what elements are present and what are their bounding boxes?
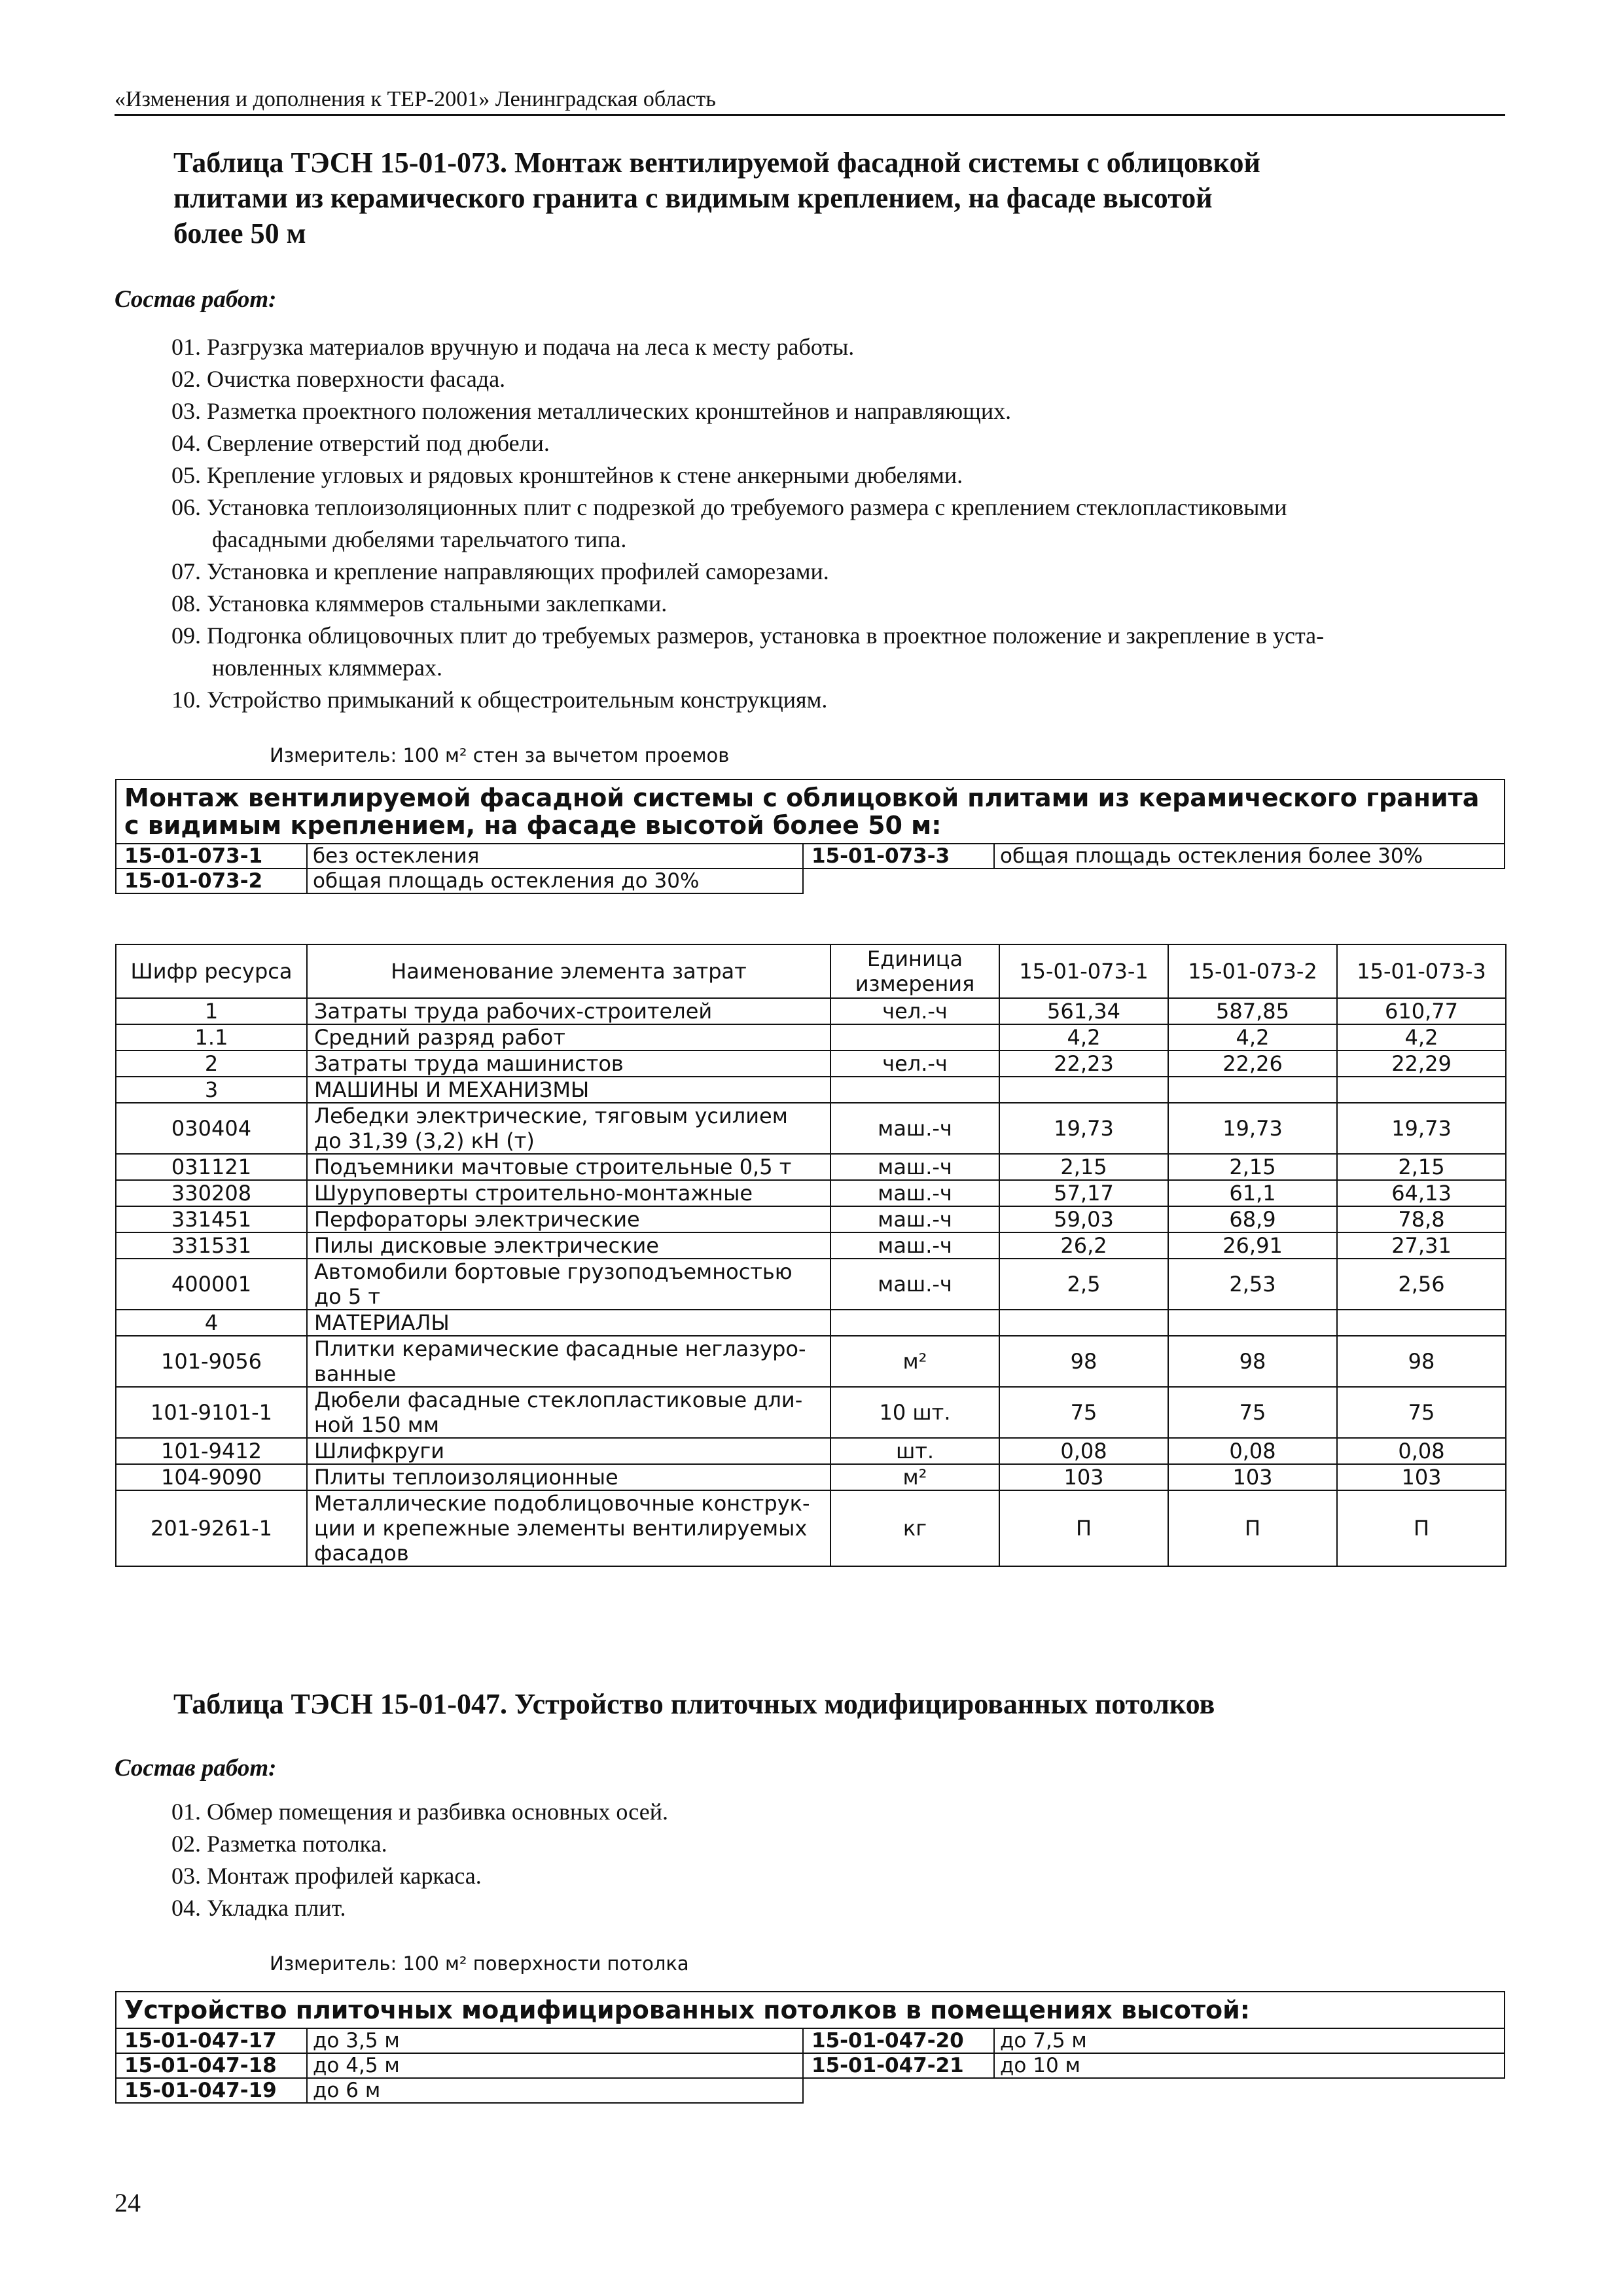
work-step: 03. Монтаж профилей каркаса. — [171, 1863, 482, 1889]
col-header: 15-01-073-2 — [1168, 944, 1337, 998]
work-step: 02. Разметка потолка. — [171, 1831, 387, 1857]
table-row: 2 Затраты труда машинистов чел.-ч 22,23 22,26 22,29 — [116, 1050, 1506, 1077]
table-row: 400001 Автомобили бортовые грузоподъемностью до 5 т маш.-ч 2,5 2,53 2,56 — [116, 1259, 1506, 1310]
variant-desc: до 4,5 м — [307, 2053, 803, 2078]
variant-code: 15-01-073-3 — [803, 844, 994, 869]
table-row: 331451 Перфораторы электрические маш.-ч 59,03 68,9 78,8 — [116, 1206, 1506, 1232]
col-header: Единица измерения — [830, 944, 999, 998]
resources-table — [115, 944, 1507, 1567]
variants-table — [115, 1991, 1505, 2104]
variant-desc: без остекления — [307, 844, 803, 869]
variant-code: 15-01-047-19 — [116, 2078, 307, 2103]
work-step: 01. Разгрузка материалов вручную и подача на леса к месту работы. — [171, 334, 855, 360]
variant-code: 15-01-047-20 — [803, 2028, 994, 2053]
col-header: Шифр ресурса — [116, 944, 307, 998]
work-step-continuation: фасадными дюбелями тарельчатого типа. — [212, 526, 627, 552]
table-row: 101-9101-1 Дюбели фасадные стеклопластиковые дли- ной 150 мм 10 шт. 75 75 75 — [116, 1387, 1506, 1438]
table-row: 031121 Подъемники мачтовые строительные 0,5 т маш.-ч 2,15 2,15 2,15 — [116, 1154, 1506, 1180]
col-header: 15-01-073-3 — [1337, 944, 1506, 998]
running-header: «Изменения и дополнения к ТЕР-2001» Ленинградская область — [115, 86, 1505, 116]
title-line: более 50 м — [173, 217, 306, 249]
work-step: 09. Подгонка облицовочных плит до требуемых размеров, установка в проектное положение и закрепление в уста- — [171, 622, 1325, 649]
work-composition-heading: Состав работ: — [115, 286, 277, 313]
work-step: 01. Обмер помещения и разбивка основных осей. — [171, 1799, 668, 1825]
table-row: 1 Затраты труда рабочих-строителей чел.-ч 561,34 587,85 610,77 — [116, 998, 1506, 1024]
variant-code: 15-01-073-1 — [116, 844, 307, 869]
variant-desc: до 6 м — [307, 2078, 803, 2103]
work-step: 05. Крепление угловых и рядовых кронштейнов к стене анкерными дюбелями. — [171, 462, 963, 488]
table-row: 030404 Лебедки электрические, тяговым усилием до 31,39 (3,2) кН (т) маш.-ч 19,73 19,73 19,73 — [116, 1103, 1506, 1154]
table-row: 330208 Шуруповерты строительно-монтажные маш.-ч 57,17 61,1 64,13 — [116, 1180, 1506, 1206]
table-title: Таблица ТЭСН 15-01-047. Устройство плиточных модифицированных потолков — [173, 1688, 1215, 1720]
variant-code: 15-01-047-21 — [803, 2053, 994, 2078]
work-step: 06. Установка теплоизоляционных плит с подрезкой до требуемого размера с креплением стеклопластиковыми — [171, 494, 1287, 520]
table-row: 201-9261-1 Металлические подоблицовочные конструк- ции и крепежные элементы вентилируемых фасадов кг П П П — [116, 1490, 1506, 1566]
table-row: 104-9090 Плиты теплоизоляционные м² 103 103 103 — [116, 1464, 1506, 1490]
table-row: 101-9056 Плитки керамические фасадные неглазуро- ванные м² 98 98 98 — [116, 1336, 1506, 1387]
title-line: Таблица ТЭСН 15-01-073. Монтаж вентилируемой фасадной системы с облицовкой — [173, 147, 1260, 179]
work-step: 10. Устройство примыканий к общестроительным конструкциям. — [171, 687, 828, 713]
table-row: 101-9412 Шлифкруги шт. 0,08 0,08 0,08 — [116, 1438, 1506, 1464]
table-row: 1.1 Средний разряд работ 4,2 4,2 4,2 — [116, 1024, 1506, 1050]
variant-desc: до 10 м — [994, 2053, 1505, 2078]
table-row: 4 МАТЕРИАЛЫ — [116, 1310, 1506, 1336]
work-step: 04. Сверление отверстий под дюбели. — [171, 430, 550, 456]
measure-unit: Измеритель: 100 м² поверхности потолка — [270, 1952, 689, 1975]
work-composition-heading: Состав работ: — [115, 1755, 277, 1782]
variants-heading: Устройство плиточных модифицированных потолков в помещениях высотой: — [116, 1992, 1505, 2028]
page-number: 24 — [115, 2188, 141, 2217]
work-step: 08. Установка кляммеров стальными заклепками. — [171, 590, 668, 617]
work-step: 07. Установка и крепление направляющих профилей саморезами. — [171, 558, 829, 584]
col-header: Наименование элемента затрат — [307, 944, 830, 998]
work-step: 03. Разметка проектного положения металлических кронштейнов и направляющих. — [171, 398, 1012, 424]
variants-table — [115, 779, 1505, 894]
variant-code: 15-01-047-18 — [116, 2053, 307, 2078]
table-row: 3 МАШИНЫ И МЕХАНИЗМЫ — [116, 1077, 1506, 1103]
variant-code: 15-01-047-17 — [116, 2028, 307, 2053]
measure-unit: Измеритель: 100 м² стен за вычетом проемов — [270, 744, 730, 766]
variant-desc: общая площадь остекления до 30% — [307, 869, 803, 893]
title-line: плитами из керамического гранита с видимым креплением, на фасаде высотой — [173, 182, 1213, 214]
work-steps-list — [171, 331, 1507, 716]
col-header: 15-01-073-1 — [999, 944, 1168, 998]
variants-heading: Монтаж вентилируемой фасадной системы с облицовкой плитами из керамического гранита с видимым креплением, на фасаде высотой более 50 м: — [116, 780, 1505, 844]
work-steps-list — [171, 1796, 1507, 1924]
work-step: 02. Очистка поверхности фасада. — [171, 366, 506, 392]
work-step-continuation: новленных кляммерах. — [212, 655, 442, 681]
variant-desc: до 3,5 м — [307, 2028, 803, 2053]
variant-desc: до 7,5 м — [994, 2028, 1505, 2053]
table-row: 331531 Пилы дисковые электрические маш.-ч 26,2 26,91 27,31 — [116, 1232, 1506, 1259]
variant-code: 15-01-073-2 — [116, 869, 307, 893]
work-step: 04. Укладка плит. — [171, 1895, 346, 1921]
table-title — [173, 145, 1482, 251]
variant-desc: общая площадь остекления более 30% — [994, 844, 1505, 869]
